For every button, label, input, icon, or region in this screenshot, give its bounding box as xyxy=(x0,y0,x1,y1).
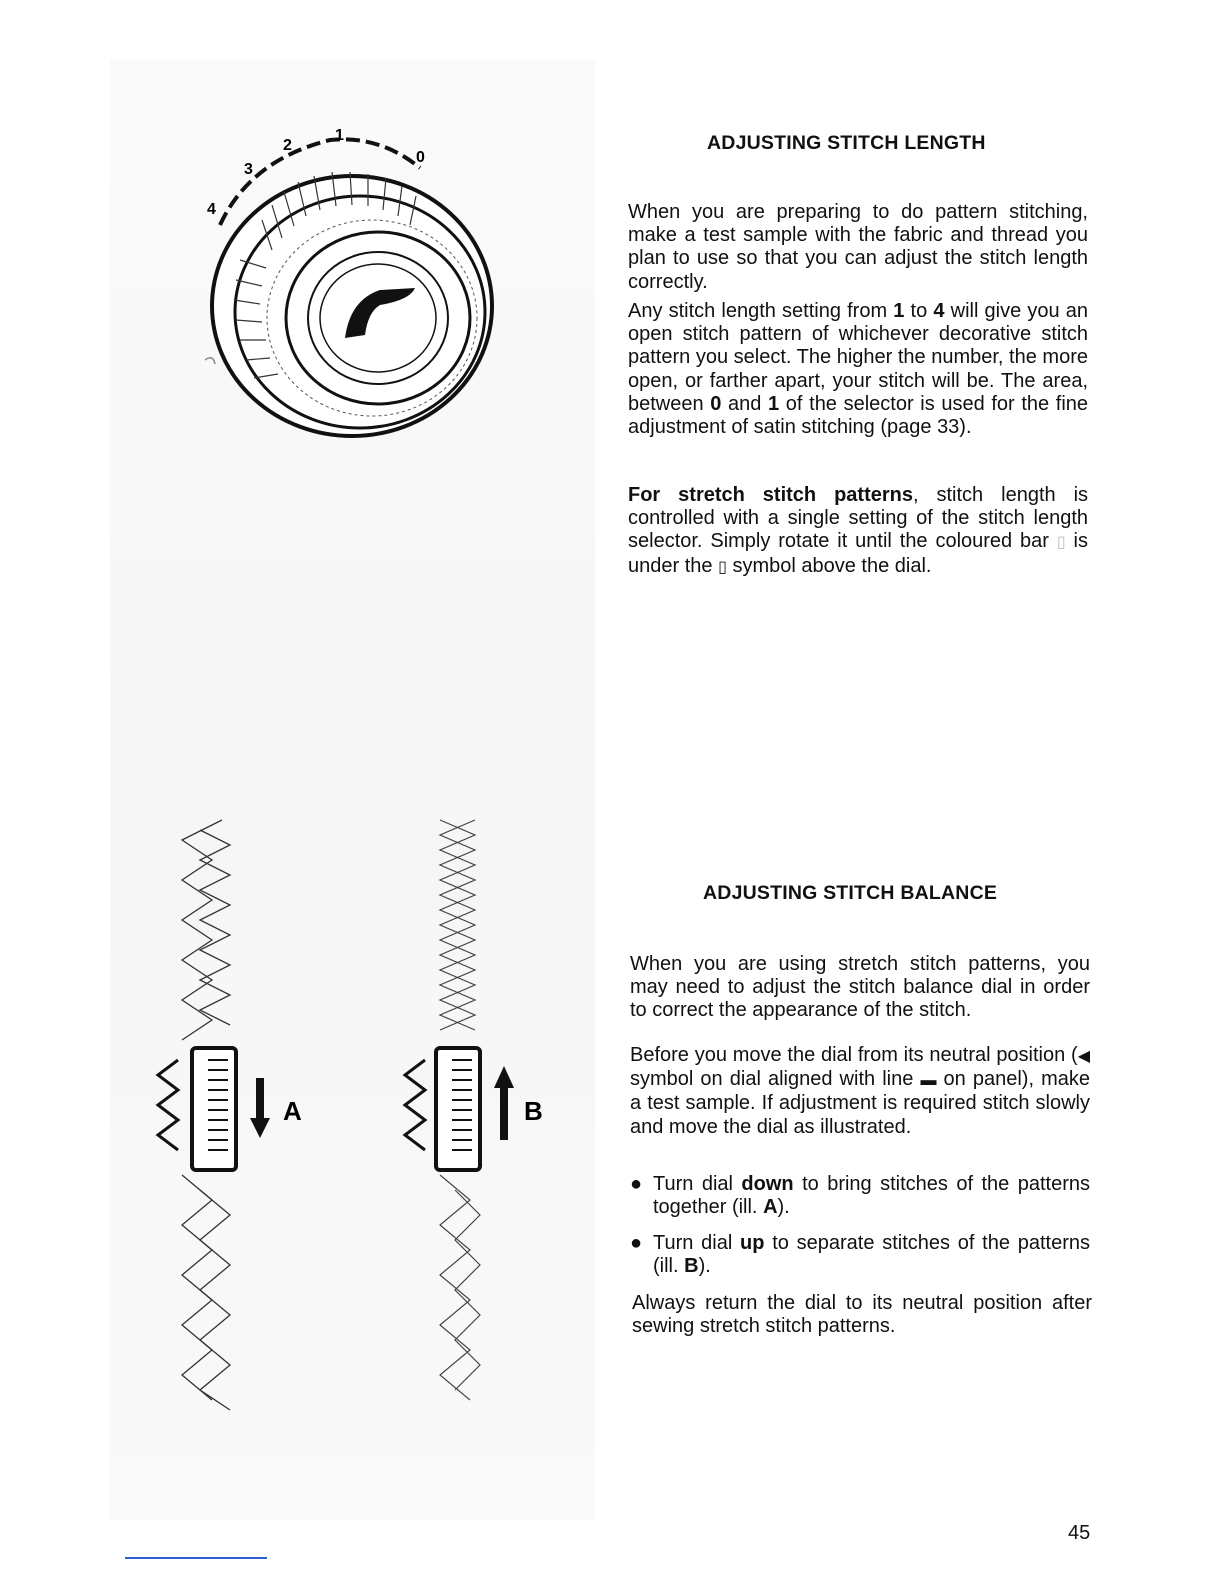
coloured-bar-icon: ▯ xyxy=(1056,534,1066,552)
stitch-balance-paragraph-2: Before you move the dial from its neutral position (◀ symbol on dial aligned with line ▬ on panel), make a test sample. If adjustment is required stitch slowly and move the dial as illustrated. xyxy=(630,1044,1090,1138)
balance-dial-a xyxy=(158,1048,302,1170)
section-title-stitch-balance: ADJUSTING STITCH BALANCE xyxy=(703,882,998,904)
bullet-icon: ● xyxy=(630,1173,643,1195)
panel-line-icon: ▬ xyxy=(920,1072,937,1090)
dial-number-1: 1 xyxy=(335,127,344,144)
stitch-length-paragraph-3: For stretch stitch patterns, stitch length is controlled with a single setting of the stitch length selector. Simply rotate it until the coloured bar ▯ is under the ▯ symbol above the dial. xyxy=(628,484,1088,579)
dial-number-4: 4 xyxy=(207,201,216,218)
stitch-length-dial xyxy=(205,127,492,436)
stretch-symbol-icon: ▯ xyxy=(718,558,727,576)
stitch-balance-paragraph-1: When you are using stretch stitch patterns, you may need to adjust the stitch balance dial in order to correct the appearance of the stitch. xyxy=(630,953,1090,1022)
stitch-length-paragraph-1: When you are preparing to do pattern stitching, make a test sample with the fabric and thread you plan to use so that you can adjust the stitch length correctly. xyxy=(628,201,1088,293)
stitch-length-paragraph-2: Any stitch length setting from 1 to 4 will give you an open stitch pattern of whichever decorative stitch pattern you select. The higher the number, the more open, or farther apart, your stitch will be. The area, between 0 and 1 of the selector is used for the fine adjustment of satin stitching (page 33). xyxy=(628,300,1089,439)
footer-rule xyxy=(125,1557,267,1559)
section-title-stitch-length: ADJUSTING STITCH LENGTH xyxy=(707,132,986,154)
dial-number-0: 0 xyxy=(416,149,425,166)
page-number: 45 xyxy=(1068,1522,1091,1544)
balance-dial-b xyxy=(405,1048,543,1170)
stitch-balance-paragraph-3: Always return the dial to its neutral position after sewing stretch stitch patterns. xyxy=(632,1292,1092,1338)
bullet-icon: ● xyxy=(630,1232,643,1254)
neutral-arrow-icon: ◀ xyxy=(1077,1048,1090,1065)
ill-label-b: B xyxy=(524,1096,543,1126)
ill-label-a: A xyxy=(283,1096,302,1126)
dial-number-2: 2 xyxy=(283,137,292,154)
dial-number-3: 3 xyxy=(244,161,253,178)
bullet-turn-down: ● Turn dial down to bring stitches of the patterns together (ill. A). xyxy=(630,1173,1090,1219)
bullet-turn-up: ● Turn dial up to separate stitches of the patterns (ill. B). xyxy=(630,1232,1090,1278)
